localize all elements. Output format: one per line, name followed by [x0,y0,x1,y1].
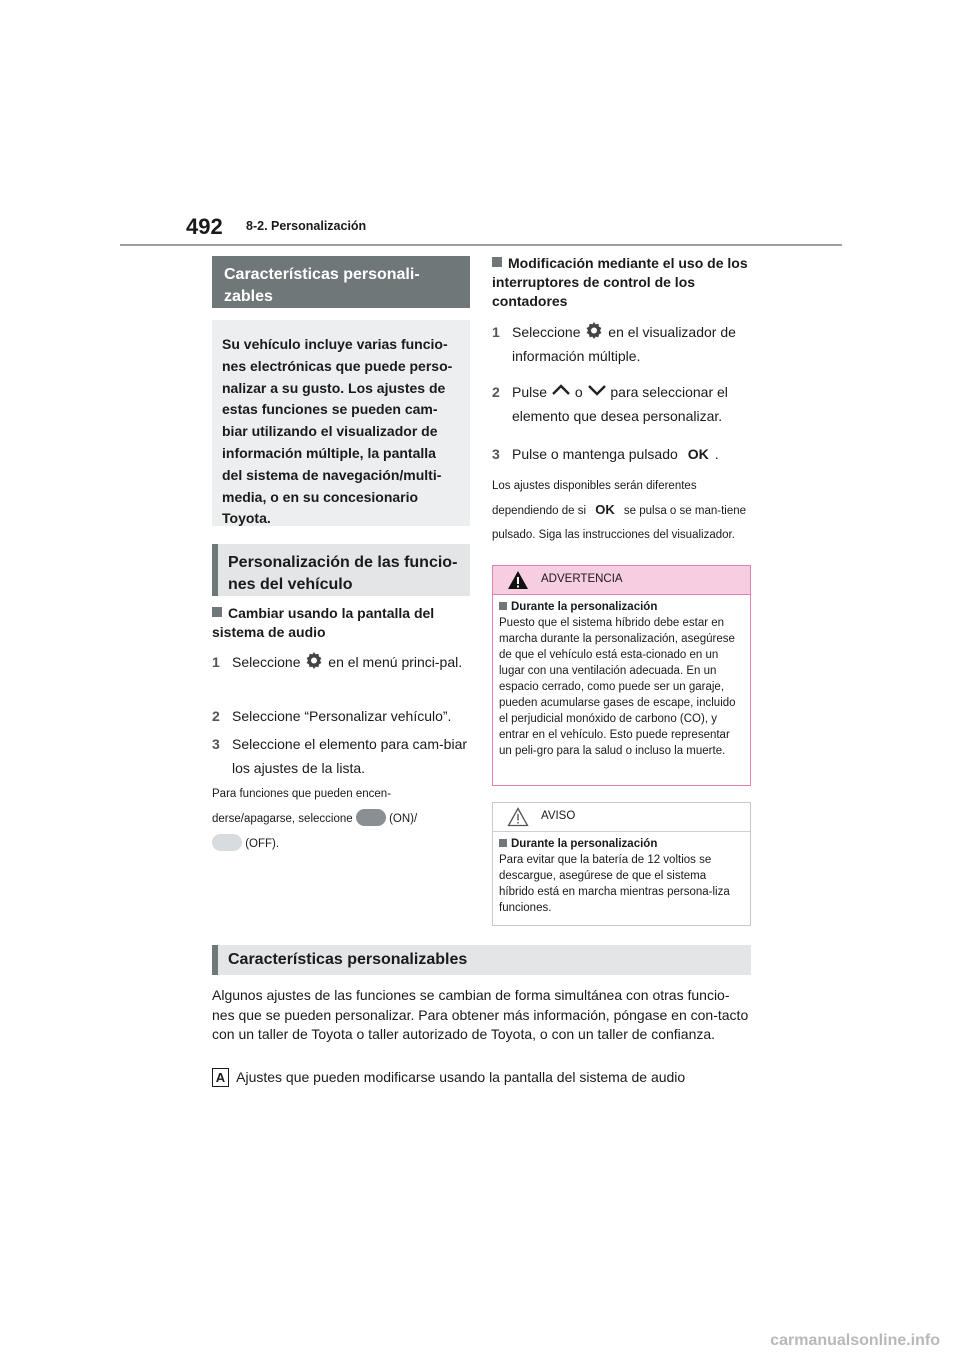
page-number: 492 [186,214,223,239]
header-rule [120,244,842,246]
right-step-3: 3 Pulse o mantenga pulsado OK . [492,442,750,466]
left-step-3: 3 Seleccione el elemento para cam-biar los ajustes de la lista. [212,736,468,776]
square-bullet-icon [499,839,507,847]
warning-box [492,565,751,786]
subheading-meter-switches: Modificación mediante el uso de los interruptores de control de los contadores [492,255,748,309]
left-step-2: 2 Seleccione “Personalizar vehículo”. [212,708,452,724]
section-title-customizable: Características personalizables [212,945,751,975]
right-note: Los ajustes disponibles serán diferentes dependiendo de si OK se pulsa o se man-tiene pulsado. Siga las instrucciones del visualizador. [492,480,747,541]
section-title-personalization: Personalización de las funcio-nes del vehículo [212,544,470,596]
right-step-1: 1 Seleccione en el visualizador de información múltiple. [492,320,750,368]
chapter-title: 8-2. Personalización [246,219,367,233]
toggle-on-icon [356,809,386,826]
square-bullet-icon [212,607,222,617]
square-bullet-icon [492,257,502,267]
caution-box [492,802,751,926]
subheading-audio: Cambiar usando la pantalla del sistema de audio [212,605,435,640]
intro-box: Su vehículo incluye varias funcio-nes electrónicas que puede perso-nalizar a su gusto. Los ajustes de estas funciones se pueden cam-biar utilizando el visualizador de información múltiple, la pantalla del sistema de navegación/multi-media, o en su concesionario Toyota. [212,320,470,526]
label-a-line: A Ajustes que pueden modificarse usando la pantalla del sistema de audio [212,1068,752,1088]
section-title-features: Características personali-zables [212,256,470,308]
label-a-badge: A [212,1068,229,1087]
watermark: carmanualsonline.info [770,1332,940,1349]
right-step-2: 2 Pulse o para seleccionar el elemento que desea personalizar. [492,384,728,424]
caution-title: Durante la personalización [499,838,744,850]
gear-icon [304,651,324,671]
chevron-down-icon [587,383,607,397]
caution-label: AVISO [541,810,576,822]
square-bullet-icon [499,602,507,610]
left-note: Para funciones que pueden encen-derse/apagarse, seleccione (ON)/ (OFF). [212,788,418,850]
warning-label: ADVERTENCIA [541,573,623,585]
gear-icon [584,321,604,341]
bottom-paragraph: Algunos ajustes de las funciones se cambian de forma simultánea con otras funcio-nes que se pueden personalizar. Para obtener más información, póngase en con-tacto con un taller de Toyota o taller autorizado de Toyota, o con un taller de confianza. [212,987,749,1042]
ok-icon: OK [687,446,709,462]
caution-triangle-icon [507,807,529,827]
ok-icon: OK [595,502,615,517]
caution-body: Para evitar que la batería de 12 voltios se descargue, asegúrese de que el sistema híbrido está en marcha mientras persona-liza funciones. [499,854,730,914]
left-step-1: 1 Seleccione en el menú princi-pal. [212,650,470,698]
warning-body: Puesto que el sistema híbrido debe estar en marcha durante la personalización, asegúrese de que el vehículo está esta-cionado en un lugar con una ventilación adecuada. En un espacio cerrado, como puede ser un garaje, pueden acumularse gases de escape, incluido el perjudicial monóxido de carbono (CO), y entrar en el vehículo. Esto puede representar un peli-gro para la salud o incluso la muerte. [499,617,736,757]
warning-title: Durante la personalización [499,601,744,613]
toggle-off-icon [212,834,242,851]
chevron-up-icon [551,383,571,397]
warning-triangle-icon [507,570,529,590]
